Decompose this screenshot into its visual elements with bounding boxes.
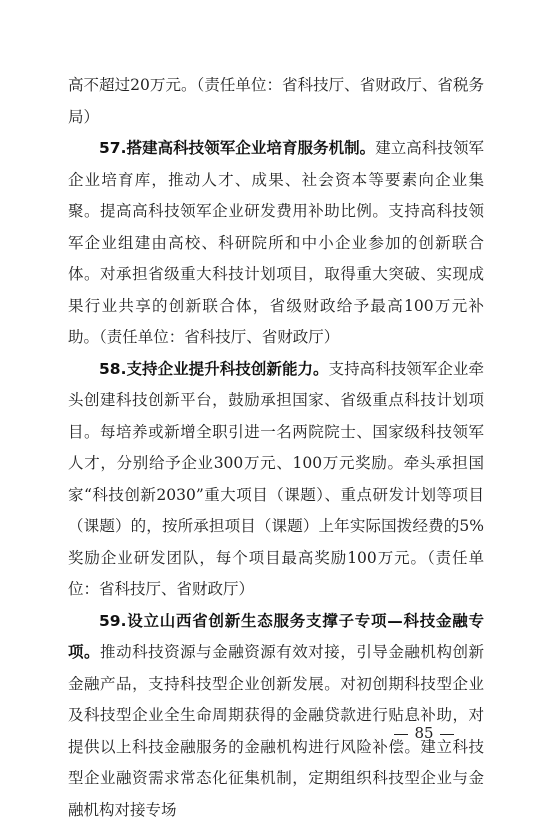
page-number-value: 85 [414, 724, 433, 742]
paragraph-body: 建立高科技领军企业培育库，推动人才、成果、社会资本等要素向企业集聚。提高高科技领军企业研发费用补助比例。支持高科技领军企业组建由高校、科研院所和中小企业参加的创新联合体。对承担省级重大科技计划项目，取得重大突破、实现成果行业共享的创新联合体，省级财政给予最高100万元补助。（责任单位：省科技厅、省财政厅） [68, 139, 484, 346]
paragraph-57 [68, 133, 484, 354]
paragraph-heading: 59.设立山西省创新生态服务支撑子专项—科技金融专项。 [68, 612, 484, 662]
paragraph-58 [68, 354, 484, 606]
body-text [68, 70, 484, 826]
paragraph-body: 高不超过20万元。（责任单位：省科技厅、省财政厅、省税务局） [68, 76, 484, 126]
paragraph-heading: 57.搭建高科技领军企业培育服务机制。 [99, 139, 375, 157]
paragraph-heading: 58.支持企业提升科技创新能力。 [99, 360, 329, 378]
page-number-dash-left [394, 734, 408, 735]
page-number-dash-right [440, 734, 454, 735]
paragraph-body: 支持高科技领军企业牵头创建科技创新平台，鼓励承担国家、省级重点科技计划项目。每培养或新增全职引进一名两院院士、国家级科技领军人才，分别给予企业300万元、100万元奖励。牵头承担国家“科技创新2030”重大项目（课题）、重点研发计划等项目（课题）的，按所承担项目（课题）上年实际国拨经费的5%奖励企业研发团队，每个项目最高奖励100万元。（责任单位：省科技厅、省财政厅） [68, 360, 484, 599]
paragraph-continuation [68, 70, 484, 133]
page-number [384, 724, 464, 742]
paragraph-body: 推动科技资源与金融资源有效对接，引导金融机构创新金融产品，支持科技型企业创新发展。对初创期科技型企业及科技型企业全生命周期获得的金融贷款进行贴息补助，对提供以上科技金融服务的金融机构进行风险补偿。建立科技型企业融资需求常态化征集机制，定期组织科技型企业与金融机构对接专场 [68, 643, 484, 819]
paragraph-59 [68, 606, 484, 826]
